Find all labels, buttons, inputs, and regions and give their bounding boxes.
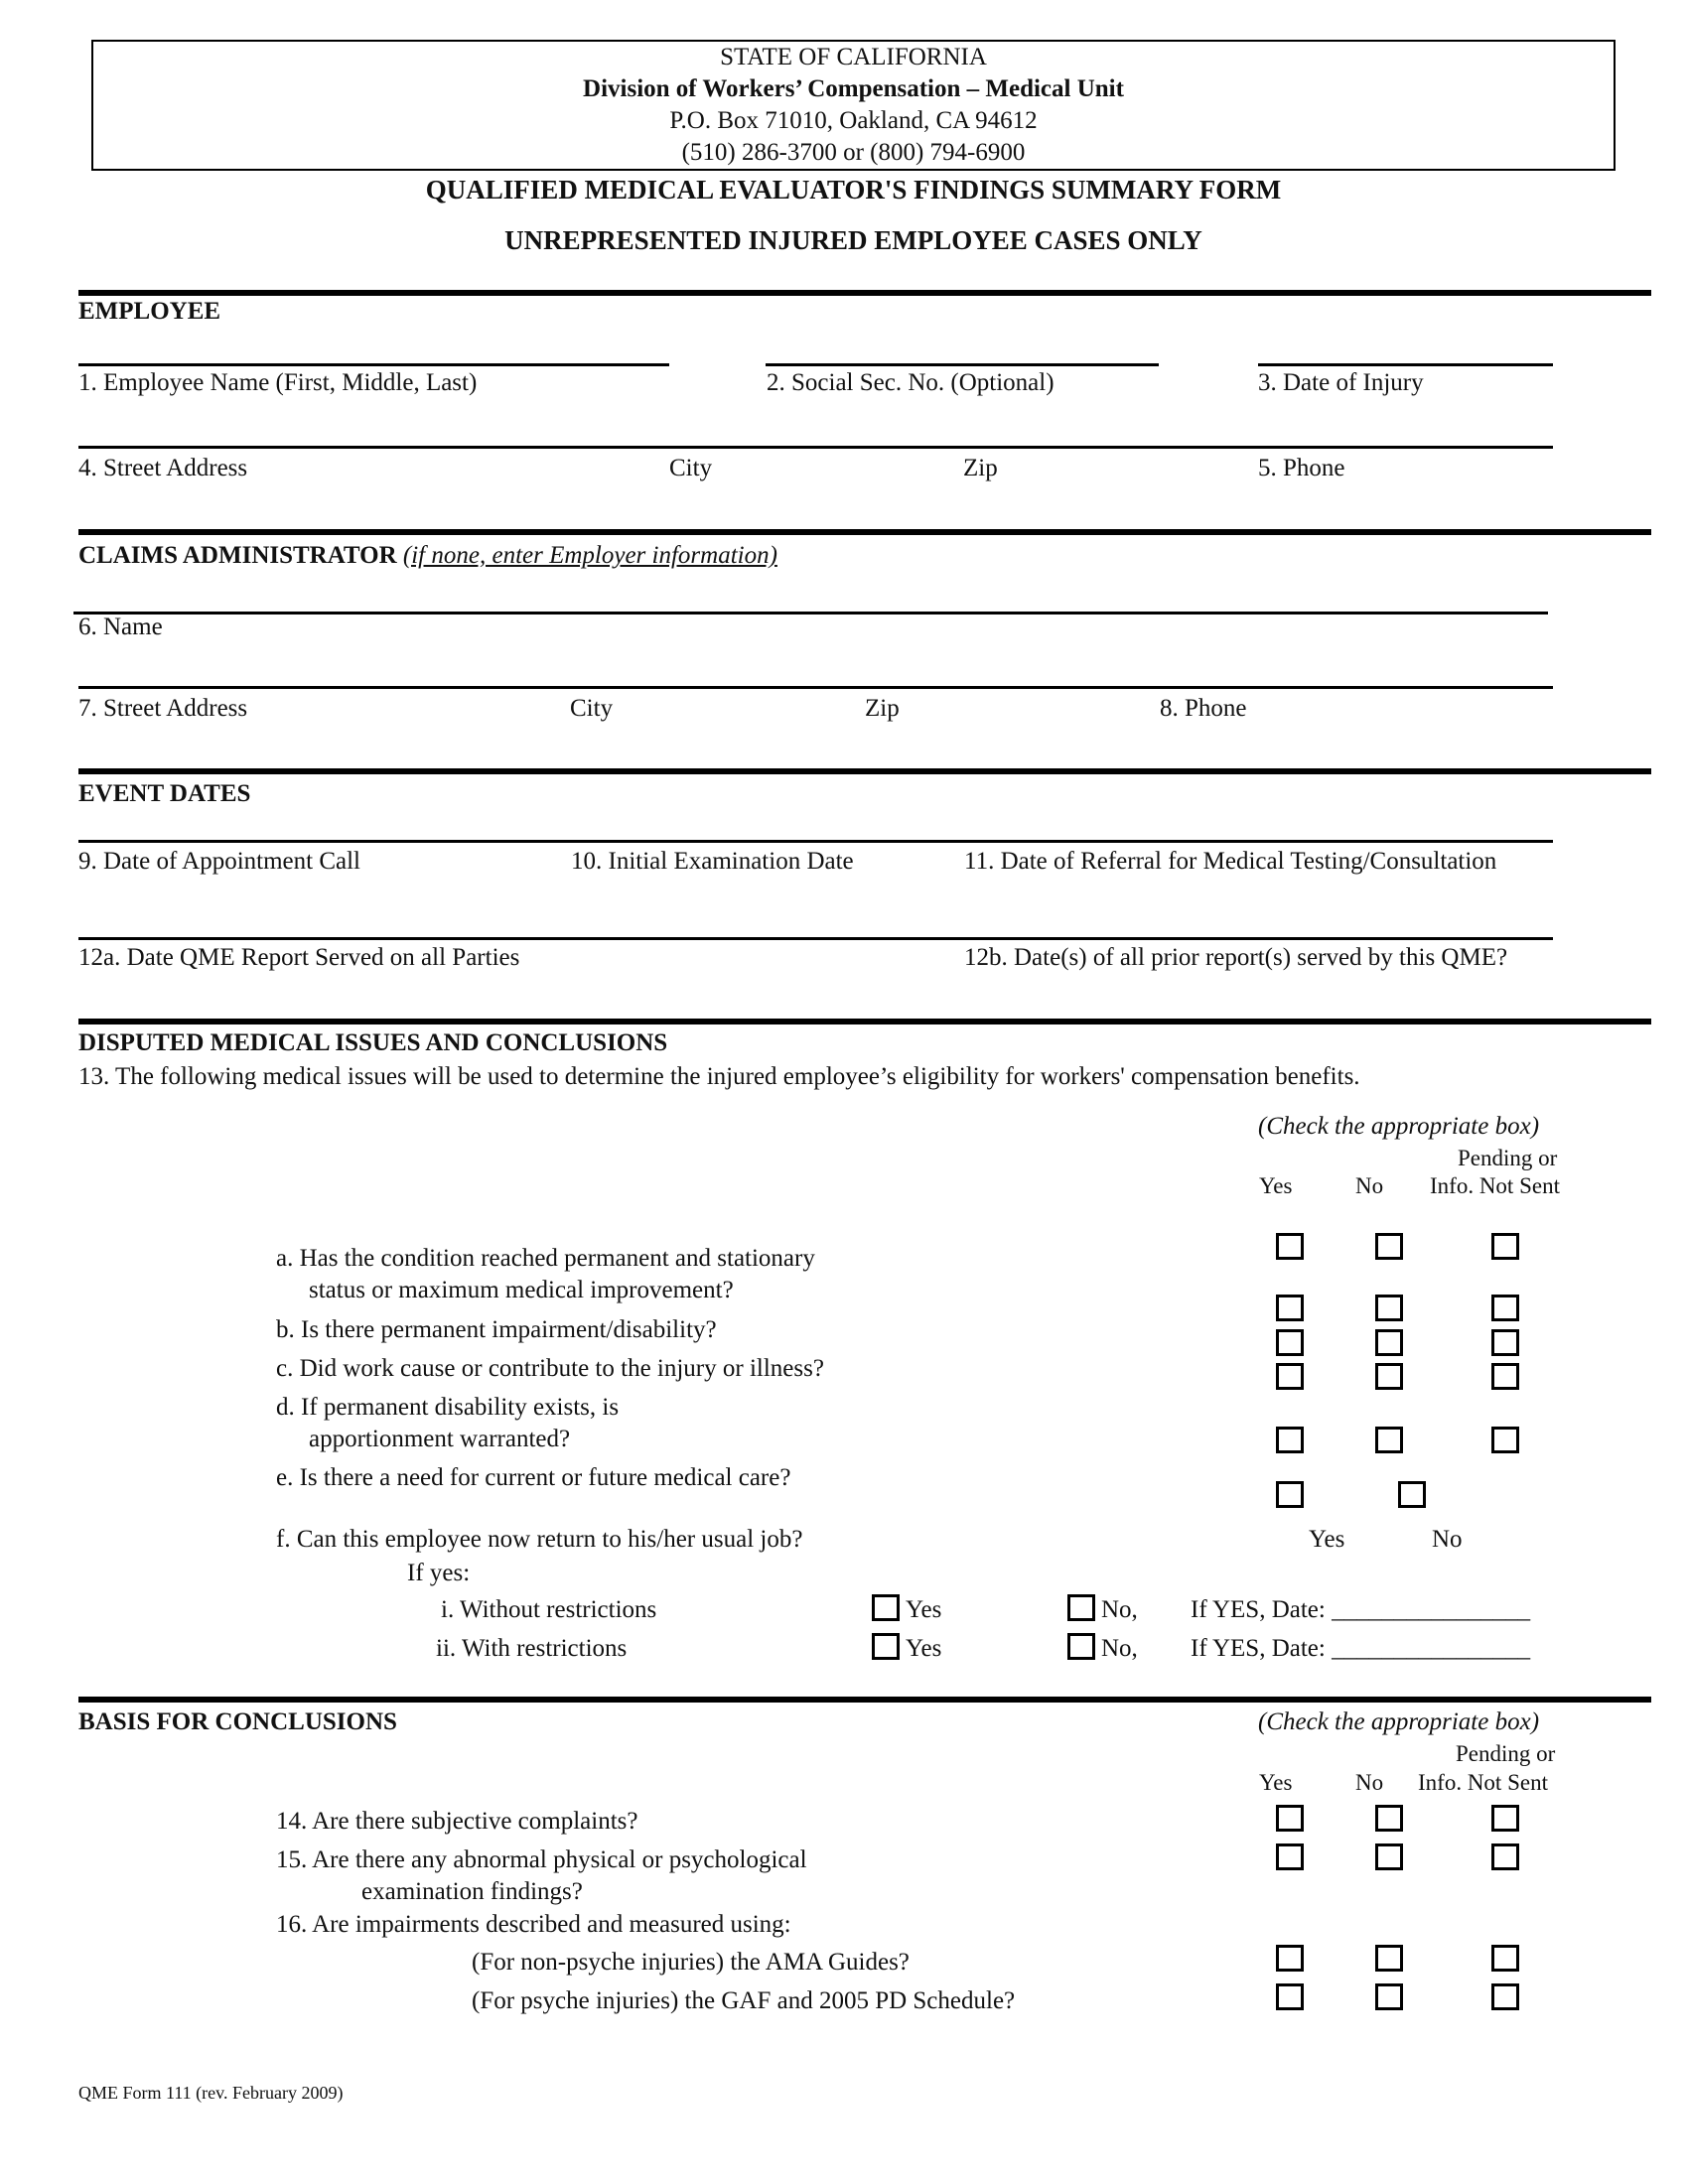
form-footer: QME Form 111 (rev. February 2009) [78, 2083, 344, 2103]
question-d: d. If permanent disability exists, is [276, 1394, 620, 1421]
b-pending-checkbox[interactable] [1491, 1295, 1519, 1321]
section-divider [78, 290, 1651, 296]
claims-address-line[interactable] [78, 686, 1553, 689]
q14-no-checkbox[interactable] [1375, 1805, 1403, 1832]
e-no-checkbox[interactable] [1375, 1427, 1403, 1453]
prior-reports-label: 12b. Date(s) of all prior report(s) served by this QME? [964, 944, 1508, 971]
question-a: a. Has the condition reached permanent and stationary [276, 1245, 815, 1272]
question-15: 15. Are there any abnormal physical or psychological [276, 1846, 807, 1873]
without-restrictions-date[interactable]: If YES, Date: ________________ [1191, 1596, 1531, 1623]
c-yes-checkbox[interactable] [1276, 1329, 1304, 1356]
q16-gaf-pending-checkbox[interactable] [1491, 1983, 1519, 2010]
question-d-cont: apportionment warranted? [309, 1426, 571, 1452]
claims-city-label: City [570, 695, 614, 722]
date-of-injury-line[interactable] [1258, 363, 1553, 366]
state-label: STATE OF CALIFORNIA [720, 44, 987, 70]
b-no-checkbox[interactable] [1375, 1295, 1403, 1321]
event-dates-line-1[interactable] [78, 840, 1553, 843]
section-divider [78, 1697, 1651, 1703]
question-14: 14. Are there subjective complaints? [276, 1808, 638, 1835]
e-pending-checkbox[interactable] [1491, 1427, 1519, 1453]
q16-gaf-yes-checkbox[interactable] [1276, 1983, 1304, 2010]
with-restrictions-yes-label: Yes [906, 1635, 942, 1662]
c-no-checkbox[interactable] [1375, 1329, 1403, 1356]
with-restrictions-date[interactable]: If YES, Date: ________________ [1191, 1635, 1531, 1662]
q15-pending-checkbox[interactable] [1491, 1843, 1519, 1870]
claims-note: (if none, enter Employer information) [402, 542, 777, 569]
city-label: City [669, 455, 713, 481]
employee-address-line[interactable] [78, 446, 1553, 449]
question-16-ama: (For non-psyche injuries) the AMA Guides? [472, 1949, 910, 1976]
f-yes-label: Yes [1309, 1526, 1345, 1553]
without-restrictions-label: i. Without restrictions [441, 1596, 657, 1623]
question-16-gaf: (For psyche injuries) the GAF and 2005 PD Schedule? [472, 1987, 1016, 2014]
q16-ama-no-checkbox[interactable] [1375, 1945, 1403, 1972]
claims-heading: CLAIMS ADMINISTRATOR [78, 542, 397, 569]
q15-yes-checkbox[interactable] [1276, 1843, 1304, 1870]
referral-date-label: 11. Date of Referral for Medical Testing/Consultation [964, 848, 1497, 875]
address-label: P.O. Box 71010, Oakland, CA 94612 [669, 107, 1038, 134]
section-divider [78, 768, 1651, 774]
q14-pending-checkbox[interactable] [1491, 1805, 1519, 1832]
employee-name-line[interactable] [78, 363, 669, 366]
event-dates-heading: EVENT DATES [78, 780, 251, 807]
division-label: Division of Workers’ Compensation – Medical Unit [583, 75, 1124, 102]
date-of-injury-label: 3. Date of Injury [1258, 369, 1424, 396]
with-restrictions-yes-checkbox[interactable] [872, 1633, 900, 1660]
col-yes: Yes [1259, 1173, 1293, 1198]
phone-field-label: 5. Phone [1258, 455, 1345, 481]
section-divider [78, 1019, 1651, 1024]
disputed-heading: DISPUTED MEDICAL ISSUES AND CONCLUSIONS [78, 1029, 668, 1056]
q14-yes-checkbox[interactable] [1276, 1805, 1304, 1832]
basis-heading: BASIS FOR CONCLUSIONS [78, 1708, 397, 1735]
appointment-call-label: 9. Date of Appointment Call [78, 848, 360, 875]
question-a-cont: status or maximum medical improvement? [309, 1277, 734, 1303]
c-pending-checkbox[interactable] [1491, 1329, 1519, 1356]
claims-heading-row [78, 542, 777, 570]
claims-phone-label: 8. Phone [1160, 695, 1247, 722]
street-address-label: 4. Street Address [78, 455, 248, 481]
basis-col-pending-2: Info. Not Sent [1418, 1770, 1548, 1795]
q15-no-checkbox[interactable] [1375, 1843, 1403, 1870]
f-yes-checkbox[interactable] [1276, 1481, 1304, 1508]
if-yes-label: If yes: [407, 1560, 471, 1586]
a-pending-checkbox[interactable] [1491, 1233, 1519, 1260]
claims-name-line[interactable] [73, 612, 1548, 614]
basis-check-note: (Check the appropriate box) [1258, 1708, 1540, 1735]
ssn-line[interactable] [766, 363, 1159, 366]
col-no: No [1355, 1173, 1384, 1198]
q16-ama-yes-checkbox[interactable] [1276, 1945, 1304, 1972]
question-e: e. Is there a need for current or future medical care? [276, 1464, 791, 1491]
a-yes-checkbox[interactable] [1276, 1233, 1304, 1260]
b-yes-checkbox[interactable] [1276, 1295, 1304, 1321]
ssn-label: 2. Social Sec. No. (Optional) [767, 369, 1055, 396]
section-divider [78, 529, 1651, 535]
e-yes-checkbox[interactable] [1276, 1427, 1304, 1453]
form-subtitle: UNREPRESENTED INJURED EMPLOYEE CASES ONLY [504, 225, 1202, 255]
d-pending-checkbox[interactable] [1491, 1363, 1519, 1390]
without-restrictions-yes-label: Yes [906, 1596, 942, 1623]
without-restrictions-yes-checkbox[interactable] [872, 1594, 900, 1621]
employee-heading: EMPLOYEE [78, 298, 221, 325]
claims-name-label: 6. Name [78, 614, 163, 640]
d-yes-checkbox[interactable] [1276, 1363, 1304, 1390]
f-no-label: No [1432, 1526, 1463, 1553]
basis-col-no: No [1355, 1770, 1384, 1795]
basis-col-yes: Yes [1259, 1770, 1293, 1795]
q16-ama-pending-checkbox[interactable] [1491, 1945, 1519, 1972]
initial-exam-label: 10. Initial Examination Date [571, 848, 854, 875]
without-restrictions-no-checkbox[interactable] [1067, 1594, 1095, 1621]
zip-label: Zip [963, 455, 998, 481]
phone-label: (510) 286-3700 or (800) 794-6900 [681, 139, 1026, 166]
form-title: QUALIFIED MEDICAL EVALUATOR'S FINDINGS SUMMARY FORM [425, 175, 1282, 205]
employee-name-label: 1. Employee Name (First, Middle, Last) [78, 369, 478, 396]
col-pending-2: Info. Not Sent [1430, 1173, 1560, 1198]
disputed-intro: 13. The following medical issues will be used to determine the injured employee’s eligibility for workers' compensation benefits. [78, 1063, 1360, 1090]
a-no-checkbox[interactable] [1375, 1233, 1403, 1260]
report-served-label: 12a. Date QME Report Served on all Parties [78, 944, 520, 971]
d-no-checkbox[interactable] [1375, 1363, 1403, 1390]
f-no-checkbox[interactable] [1398, 1481, 1426, 1508]
event-dates-line-2[interactable] [78, 937, 1553, 940]
basis-col-pending-1: Pending or [1456, 1741, 1556, 1766]
col-pending-1: Pending or [1458, 1146, 1558, 1170]
question-15-cont: examination findings? [361, 1878, 583, 1905]
q16-gaf-no-checkbox[interactable] [1375, 1983, 1403, 2010]
without-restrictions-no-label: No, [1101, 1596, 1138, 1623]
check-note: (Check the appropriate box) [1258, 1113, 1540, 1140]
with-restrictions-no-checkbox[interactable] [1067, 1633, 1095, 1660]
question-16: 16. Are impairments described and measured using: [276, 1911, 791, 1938]
question-b: b. Is there permanent impairment/disability? [276, 1316, 717, 1343]
question-c: c. Did work cause or contribute to the injury or illness? [276, 1355, 824, 1382]
claims-street-label: 7. Street Address [78, 695, 248, 722]
with-restrictions-label: ii. With restrictions [436, 1635, 628, 1662]
claims-zip-label: Zip [865, 695, 900, 722]
with-restrictions-no-label: No, [1101, 1635, 1138, 1662]
question-f: f. Can this employee now return to his/her usual job? [276, 1526, 803, 1553]
